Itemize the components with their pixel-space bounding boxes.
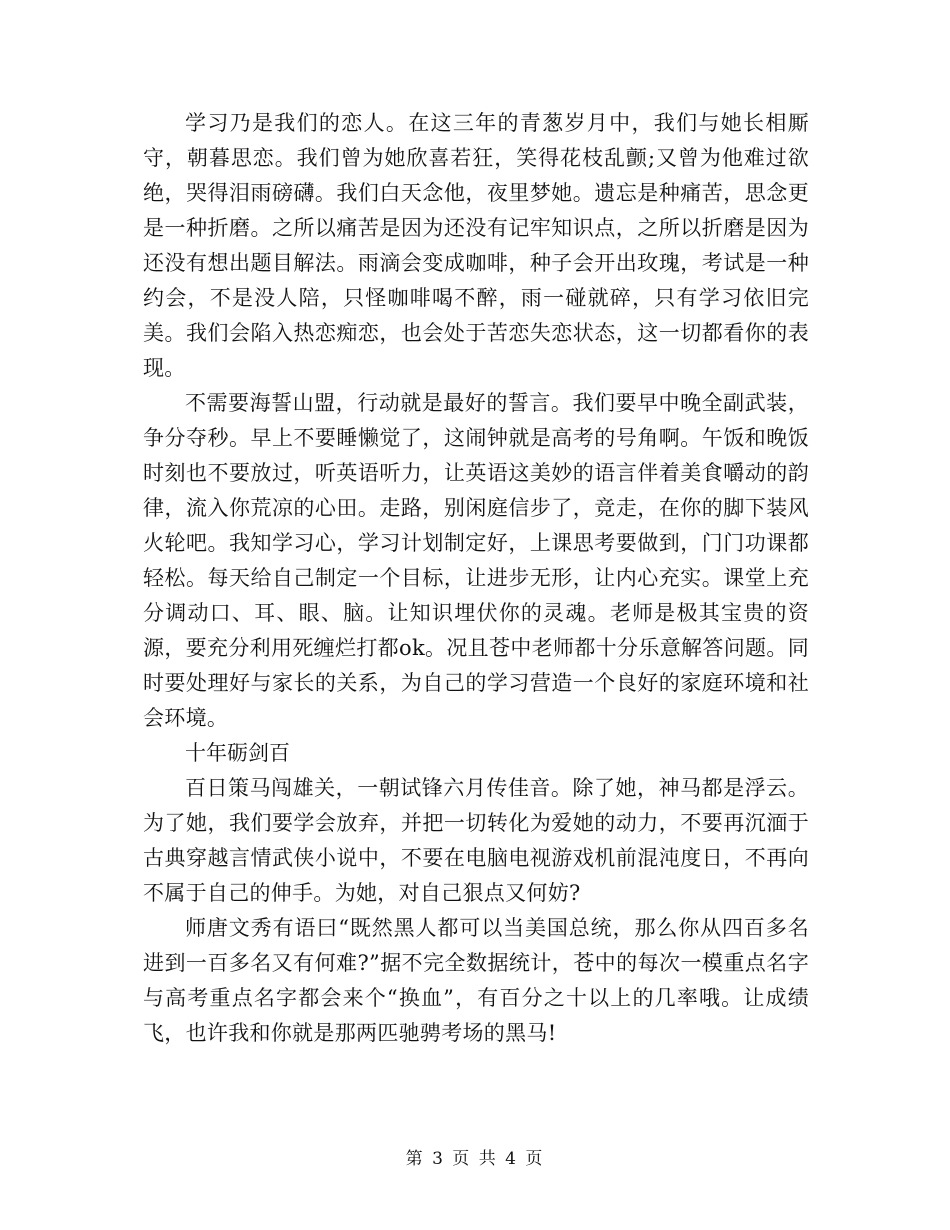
page-footer: 第 3 页 共 4 页 [405, 1149, 545, 1169]
paragraph: 师唐文秀有语曰“既然黑人都可以当美国总统，那么你从四百多名进到一百多名又有何难?”据不完全数据统计，苍中的每次一模重点名字与高考重点名字都会来个“换血”，有百分之十以上的几率哦。让成绩飞，也许我和你就是那两匹驰骋考场的黑马! [143, 916, 809, 1045]
paragraph: 学习乃是我们的恋人。在这三年的青葱岁月中，我们与她长相厮守，朝暮思恋。我们曾为她欣喜若狂，笑得花枝乱颤;又曾为他难过欲绝，哭得泪雨磅礴。我们白天念他，夜里梦她。遗忘是种痛苦，思念更是一种折磨。之所以痛苦是因为还没有记牢知识点，之所以折磨是因为还没有想出题目解法。雨滴会变成咖啡，种子会开出玫瑰，考试是一种约会，不是没人陪，只怪咖啡喝不醉，雨一碰就碎，只有学习依旧完美。我们会陷入热恋痴恋，也会处于苦恋失恋状态，这一切都看你的表现。 [143, 111, 809, 380]
section-heading: 十年砺剑百 [185, 741, 290, 765]
document-body [143, 106, 809, 1051]
paragraph: 不需要海誓山盟，行动就是最好的誓言。我们要早中晚全副武装，争分夺秒。早上不要睡懒觉了，这闹钟就是高考的号角啊。午饭和晚饭时刻也不要放过，听英语听力，让英语这美妙的语言伴着美食嚼动的韵律，流入你荒凉的心田。走路，别闲庭信步了，竞走，在你的脚下装风火轮吧。我知学习心，学习计划制定好，上课思考要做到，门门功课都轻松。每天给自己制定一个目标，让进步无形，让内心充实。课堂上充分调动口、耳、眼、脑。让知识埋伏你的灵魂。老师是极其宝贵的资源，要充分利用死缠烂打都ok。况且苍中老师都十分乐意解答问题。同时要处理好与家长的关系，为自己的学习营造一个良好的家庭环境和社会环境。 [143, 391, 809, 730]
paragraph: 百日策马闯雄关，一朝试锋六月传佳音。除了她，神马都是浮云。为了她，我们要学会放弃，并把一切转化为爱她的动力，不要再沉湎于古典穿越言情武侠小说中，不要在电脑电视游戏机前混沌度日，不再向不属于自己的伸手。为她，对自己狠点又何妨? [143, 776, 809, 905]
